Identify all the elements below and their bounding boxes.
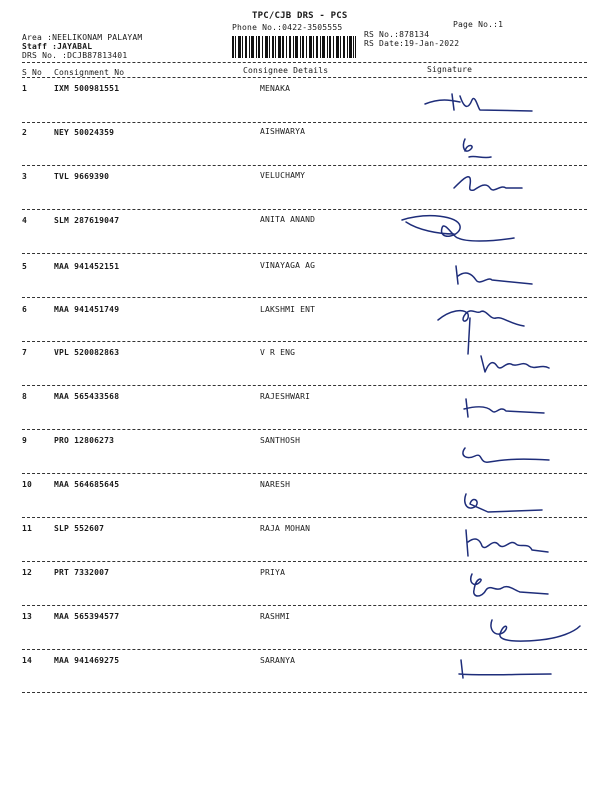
row-consignment-number: TVL 9669390	[54, 172, 110, 181]
row-consignee-name: NARESH	[260, 480, 291, 489]
row-sno: 4	[22, 216, 28, 225]
column-header-consignee: Consignee Details	[243, 66, 329, 75]
row-consignment-number: MAA 941451749	[54, 305, 120, 314]
header-divider	[22, 62, 587, 63]
row-divider	[22, 561, 587, 562]
row-sno: 6	[22, 305, 28, 314]
column-header-sno: S No	[22, 68, 43, 77]
row-consignment-number: MAA 564685645	[54, 480, 120, 489]
signature-1	[420, 88, 540, 118]
row-sno: 3	[22, 172, 28, 181]
row-sno: 5	[22, 262, 28, 271]
row-sno: 9	[22, 436, 28, 445]
row-divider	[22, 253, 587, 254]
page-number: Page No.:1	[453, 20, 504, 29]
signature-6	[430, 298, 530, 358]
drs-number: DRS No. :DCJB87813401	[22, 51, 128, 60]
row-sno: 13	[22, 612, 33, 621]
row-sno: 14	[22, 656, 33, 665]
row-sno: 11	[22, 524, 33, 533]
row-sno: 8	[22, 392, 28, 401]
row-sno: 7	[22, 348, 28, 357]
row-consignee-name: RAJESHWARI	[260, 392, 311, 401]
column-header-consignment: Consignment No	[54, 68, 125, 77]
row-sno: 1	[22, 84, 28, 93]
row-consignment-number: VPL 520082863	[54, 348, 120, 357]
row-consignment-number: PRT 7332007	[54, 568, 110, 577]
row-consignee-name: LAKSHMI ENT	[260, 305, 316, 314]
row-consignee-name: VINAYAGA AG	[260, 261, 316, 270]
row-sno: 10	[22, 480, 33, 489]
signature-10	[458, 488, 548, 520]
row-consignee-name: VELUCHAMY	[260, 171, 306, 180]
signature-9	[455, 440, 555, 474]
row-divider	[22, 429, 587, 430]
row-consignment-number: SLM 287619047	[54, 216, 120, 225]
row-consignee-name: V R ENG	[260, 348, 296, 357]
row-sno: 12	[22, 568, 33, 577]
signature-5	[448, 262, 538, 290]
row-consignment-number: MAA 565433568	[54, 392, 120, 401]
row-consignee-name: SARANYA	[260, 656, 296, 665]
signature-8	[460, 395, 550, 423]
signature-11	[458, 526, 558, 560]
row-divider	[22, 649, 587, 650]
document-title: TPC/CJB DRS - PCS	[252, 11, 348, 21]
column-header-signature: Signature	[427, 65, 473, 74]
row-consignment-number: IXM 500981551	[54, 84, 120, 93]
row-consignment-number: PRO 12806273	[54, 436, 115, 445]
row-consignee-name: MENAKA	[260, 84, 291, 93]
rs-date: RS Date:19-Jan-2022	[364, 39, 460, 48]
rs-number: RS No.:878134	[364, 30, 430, 39]
phone-number: Phone No.:0422-3505555	[232, 23, 343, 32]
staff-label: Staff :JAYABAL	[22, 42, 93, 51]
row-consignee-name: PRIYA	[260, 568, 286, 577]
area-label: Area :NEELIKONAM PALAYAM	[22, 33, 143, 42]
column-header-divider	[22, 77, 587, 78]
row-consignee-name: RAJA MOHAN	[260, 524, 311, 533]
row-consignee-name: SANTHOSH	[260, 436, 301, 445]
row-divider	[22, 122, 587, 123]
signature-3	[448, 170, 528, 200]
row-consignment-number: MAA 941469275	[54, 656, 120, 665]
row-consignee-name: AISHWARYA	[260, 127, 306, 136]
signature-12	[462, 570, 562, 606]
row-consignment-number: SLP 552607	[54, 524, 105, 533]
signature-7	[475, 350, 555, 380]
row-consignee-name: ANITA ANAND	[260, 215, 316, 224]
row-consignment-number: MAA 565394577	[54, 612, 120, 621]
barcode	[232, 36, 356, 58]
row-consignment-number: MAA 941452151	[54, 262, 120, 271]
row-divider	[22, 165, 587, 166]
row-consignee-name: RASHMI	[260, 612, 291, 621]
row-consignment-number: NEY 50024359	[54, 128, 115, 137]
signature-13	[480, 612, 585, 648]
signature-4	[398, 208, 518, 250]
row-divider	[22, 692, 587, 693]
row-sno: 2	[22, 128, 28, 137]
row-divider	[22, 385, 587, 386]
signature-2	[455, 135, 505, 165]
signature-14	[455, 656, 555, 684]
